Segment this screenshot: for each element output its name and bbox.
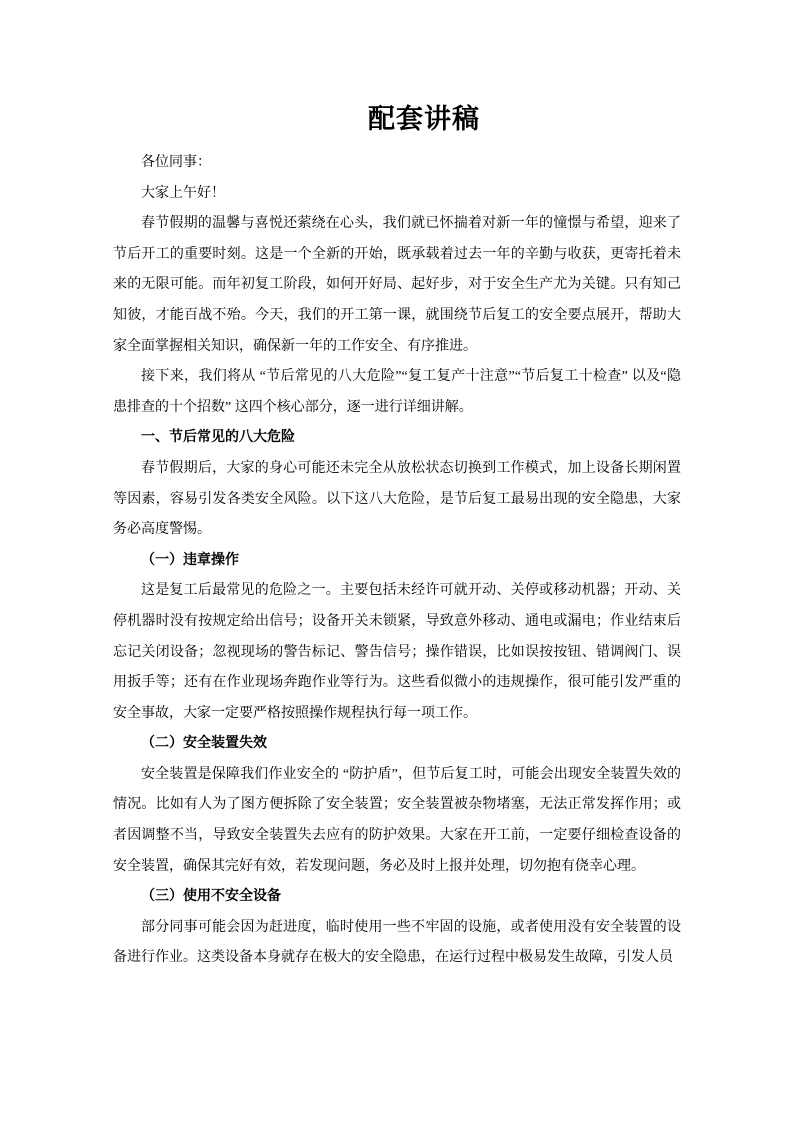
paragraph-greeting: 大家上午好！ [141,185,225,201]
paragraph-unsafe-equipment: 部分同事可能会因为赶进度，临时使用一些不牢固的设施，或者使用没有安全装置的设备进行作业。这类设备本身就存在极大的安全隐患，在运行过程中极易发生故障，引发人员 [113,919,681,966]
heading-section-1: 一、节后常见的八大危险 [141,430,295,446]
document-title [113,96,681,142]
document-title-text: 配套讲稿 [368,104,480,134]
document-content [113,96,681,974]
heading-subsection-2-safety-device: （二）安全装置失效 [141,736,267,752]
paragraph-section-1-intro: 春节假期后，大家的身心可能还未完全从放松状态切换到工作模式，加上设备长期闲置等因素，容易引发各类安全风险。以下这八大危险，是节后复工最易出现的安全隐患，大家务必高度警惕。 [113,460,681,538]
paragraph-salutation: 各位同事： [141,155,211,170]
paragraph-intro: 春节假期的温馨与喜悦还萦绕在心头，我们就已怀揣着对新一年的憧憬与希望，迎来了节后开工的重要时刻。这是一个全新的开始，既承载着过去一年的辛勤与收获，更寄托着未来的无限可能。而年初复工阶段，如何开好局、起好步，对于安全生产尤为关键。只有知己知彼，才能百战不殆。今天，我们的开工第一课，就围绕节后复工的安全要点展开，帮助大家全面掌握相关知识，确保新一年的工作安全、有序推进。 [113,216,681,354]
paragraph-overview: 接下来，我们将从 “节后常见的八大危险”“复工复产十注意”“节后复工十检查” 以及“隐患排查的十个招数” 这四个核心部分，逐一进行详细讲解。 [113,369,681,415]
heading-subsection-1-violation: （一）违章操作 [141,552,239,568]
paragraph-safety-device-failure: 安全装置是保障我们作业安全的 “防护盾”，但节后复工时，可能会出现安全装置失效的情况。比如有人为了图方便拆除了安全装置；安全装置被杂物堵塞，无法正常发挥作用；或者因调整不当，导致安全装置失去应有的防护效果。大家在开工前，一定要仔细检查设备的安全装置，确保其完好有效，若发现问题，务必及时上报并处理，切勿抱有侥幸心理。 [113,766,681,874]
paragraph-violation-operations: 这是复工后最常见的危险之一。主要包括未经许可就开动、关停或移动机器；开动、关停机器时没有按规定给出信号；设备开关未锁紧，导致意外移动、通电或漏电；作业结束后忘记关闭设备；忽视现场的警告标记、警告信号；操作错误，比如误按按钮、错调阀门、误用扳手等；还有在作业现场奔跑作业等行为。这些看似微小的违规操作，很可能引发严重的安全事故，大家一定要严格按照操作规程执行每一项工作。 [113,583,681,721]
heading-subsection-3-unsafe-equipment: （三）使用不安全设备 [141,889,281,905]
